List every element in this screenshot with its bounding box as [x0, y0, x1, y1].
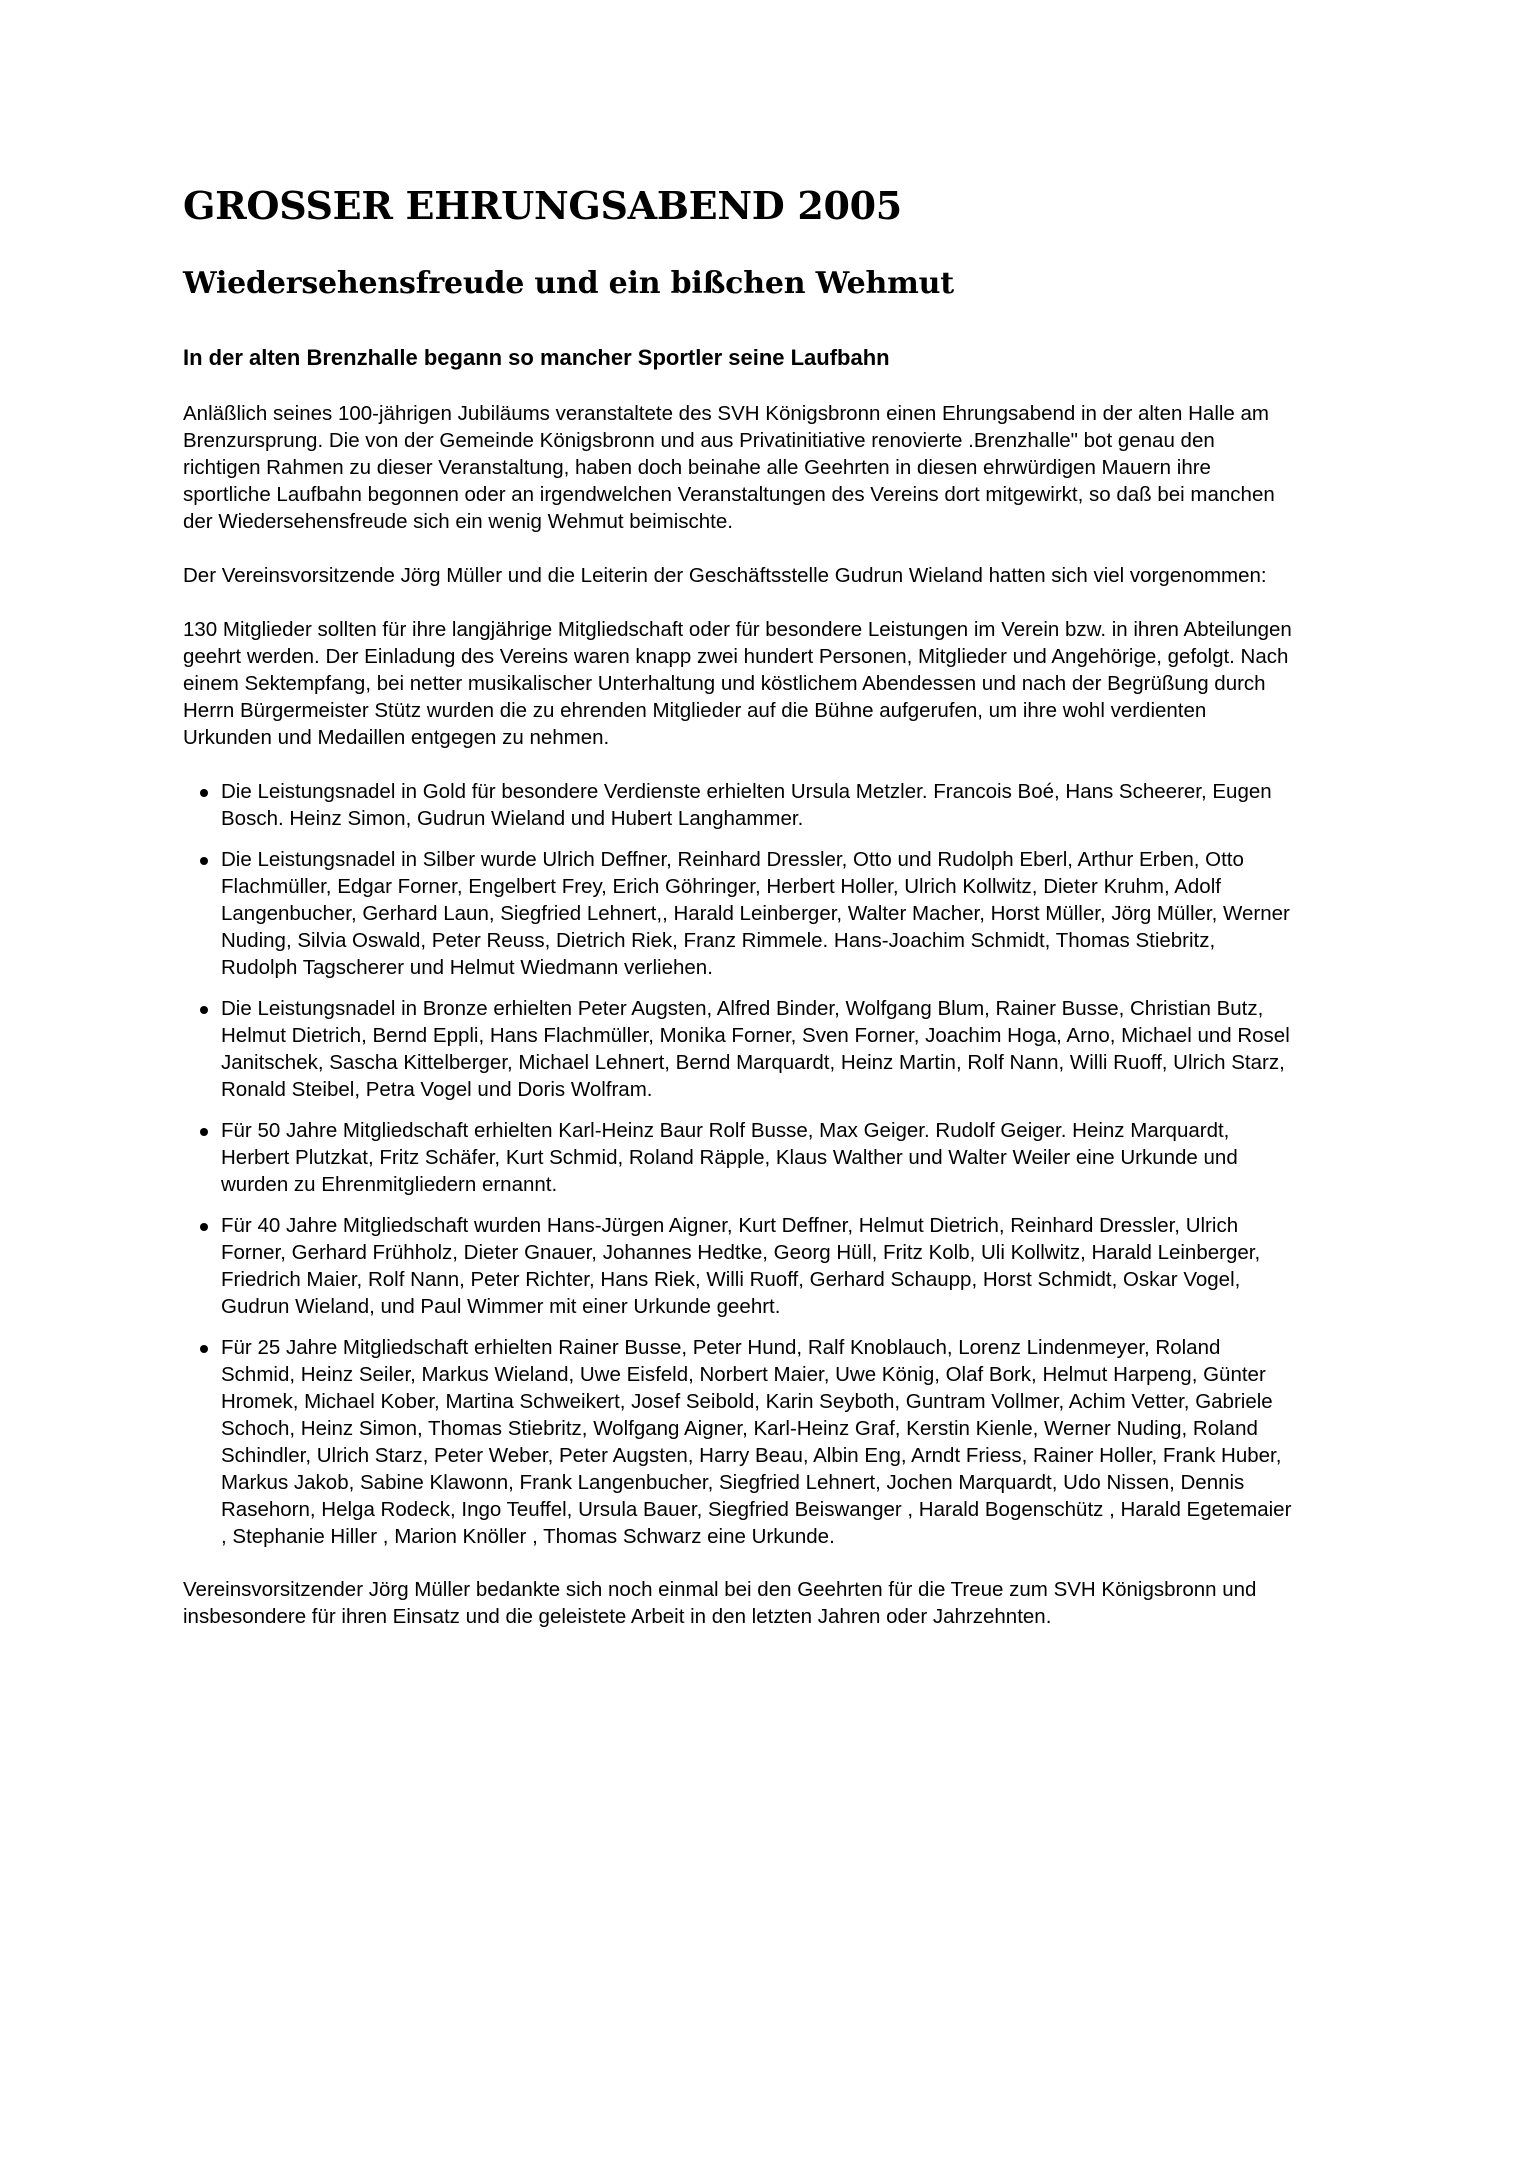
list-item-text: Für 40 Jahre Mitgliedschaft wurden Hans-Jürgen Aigner, Kurt Deffner, Helmut Dietrich, Reinhard Dressler, Ulrich Forner, Gerhard Frühholz, Dieter Gnauer, Johannes Hedtke, Georg Hüll, Fritz Kolb, Uli Kollwitz, Harald Leinberger, Friedrich Maier, Rolf Nann, Peter Richter, Hans Riek, Willi Ruoff, Gerhard Schaupp, Horst Schmidt, Oskar Vogel, Gudrun Wieland, und Paul Wimmer mit einer Urkunde geehrt. — [221, 1214, 1261, 1318]
event-paragraph: 130 Mitglieder sollten für ihre langjährige Mitgliedschaft oder für besondere Leistungen im Verein bzw. in ihren Abteilungen geehrt werden. Der Einladung des Vereins waren knapp zwei hundert Personen, Mitglieder und Angehörige, gefolgt. Nach einem Sektempfang, bei netter musikalischer Unterhaltung und köstlichem Abendessen und nach der Begrüßung durch Herrn Bürgermeister Stütz wurden die zu ehrenden Mitglieder auf die Bühne aufgerufen, um ihre wohl verdienten Urkunden und Medaillen entgegen zu nehmen. — [183, 618, 1292, 749]
intro-paragraph: Anläßlich seines 100-jährigen Jubiläums veranstaltete des SVH Königsbronn einen Ehrungsabend in der alten Halle am Brenzursprung. Die von der Gemeinde Königsbronn und aus Privatinitiative renovierte .Brenzhalle" bot genau den richtigen Rahmen zu dieser Veranstaltung, haben doch beinahe alle Geehrten in diesen ehrwürdigen Mauern ihre sportliche Laufbahn begonnen oder an irgendwelchen Veranstaltungen des Vereins dort mitgewirkt, so daß bei manchen der Wiedersehensfreude sich ein wenig Wehmut beimischte. — [183, 402, 1275, 533]
list-item-text: Für 25 Jahre Mitgliedschaft erhielten Rainer Busse, Peter Hund, Ralf Knoblauch, Lorenz Lindenmeyer, Roland Schmid, Heinz Seiler, Markus Wieland, Uwe Eisfeld, Norbert Maier, Uwe König, Olaf Bork, Helmut Harpeng, Günter Hromek, Michael Kober, Martina Schweikert, Josef Seibold, Karin Seyboth, Guntram Vollmer, Achim Vetter, Gabriele Schoch, Heinz Simon, Thomas Stiebritz, Wolfgang Aigner, Karl-Heinz Graf, Kerstin Kienle, Werner Nuding, Roland Schindler, Ulrich Starz, Peter Weber, Peter Augsten, Harry Beau, Albin Eng, Arndt Friess, Rainer Holler, Frank Huber, Markus Jakob, Sabine Klawonn, Frank Langenbucher, Siegfried Lehnert, Jochen Marquardt, Udo Nissen, Dennis Rasehorn, Helga Rodeck, Ingo Teuffel, Ursula Bauer, Siegfried Beiswanger , Harald Bogenschütz , Harald Egetemaier , Stephanie Hiller , Marion Knöller , Thomas Schwarz eine Urkunde. — [221, 1336, 1292, 1548]
bullet-icon — [200, 857, 208, 865]
list-item-text: Für 50 Jahre Mitgliedschaft erhielten Karl-Heinz Baur Rolf Busse, Max Geiger. Rudolf Geiger. Heinz Marquardt, Herbert Plutzkat, Fritz Schäfer, Kurt Schmid, Roland Räpple, Klaus Walther und Walter Weiler eine Urkunde und wurden zu Ehrenmitgliedern ernannt. — [221, 1119, 1238, 1196]
honors-list — [183, 778, 1293, 1550]
list-item-bronze — [183, 995, 1293, 1103]
organizers-paragraph: Der Vereinsvorsitzende Jörg Müller und die Leiterin der Geschäftsstelle Gudrun Wieland hatten sich viel vorgenommen: — [183, 564, 1267, 587]
list-item-text: Die Leistungsnadel in Gold für besondere Verdienste erhielten Ursula Metzler. Francois Boé, Hans Scheerer, Eugen Bosch. Heinz Simon, Gudrun Wieland und Hubert Langhammer. — [221, 780, 1272, 830]
bullet-icon — [200, 789, 208, 797]
closing-paragraph: Vereinsvorsitzender Jörg Müller bedankte sich noch einmal bei den Geehrten für die Treue zum SVH Königsbronn und insbesondere für ihren Einsatz und die geleistete Arbeit in den letzten Jahren oder Jahrzehnten. — [183, 1578, 1257, 1628]
document-page — [183, 182, 1293, 1630]
list-item-50-years — [183, 1117, 1293, 1198]
list-item-text: Die Leistungsnadel in Bronze erhielten Peter Augsten, Alfred Binder, Wolfgang Blum, Rainer Busse, Christian Butz, Helmut Dietrich, Bernd Eppli, Hans Flachmüller, Monika Forner, Sven Forner, Joachim Hoga, Arno, Michael und Rosel Janitschek, Sascha Kittelberger, Michael Lehnert, Bernd Marquardt, Heinz Martin, Rolf Nann, Willi Ruoff, Ulrich Starz, Ronald Steibel, Petra Vogel und Doris Wolfram. — [221, 997, 1290, 1101]
document-subheading: In der alten Brenzhalle begann so mancher Sportler seine Laufbahn — [183, 345, 890, 370]
list-item-25-years — [183, 1334, 1293, 1550]
bullet-icon — [200, 1006, 208, 1014]
document-subtitle: Wiedersehensfreude und ein bißchen Wehmut — [183, 266, 954, 301]
bullet-icon — [200, 1128, 208, 1136]
list-item-text: Die Leistungsnadel in Silber wurde Ulrich Deffner, Reinhard Dressler, Otto und Rudolph Eberl, Arthur Erben, Otto Flachmüller, Edgar Forner, Engelbert Frey, Erich Göhringer, Herbert Holler, Ulrich Kollwitz, Dieter Kruhm, Adolf Langenbucher, Gerhard Laun, Siegfried Lehnert,, Harald Leinberger, Walter Macher, Horst Müller, Jörg Müller, Werner Nuding, Silvia Oswald, Peter Reuss, Dietrich Riek, Franz Rimmele. Hans-Joachim Schmidt, Thomas Stiebritz, Rudolph Tagscherer und Helmut Wiedmann verliehen. — [221, 848, 1290, 979]
document-title: GROSSER EHRUNGSABEND 2005 — [183, 183, 902, 228]
list-item-silver — [183, 846, 1293, 981]
bullet-icon — [200, 1345, 208, 1353]
list-item-gold — [183, 778, 1293, 832]
bullet-icon — [200, 1223, 208, 1231]
list-item-40-years — [183, 1212, 1293, 1320]
